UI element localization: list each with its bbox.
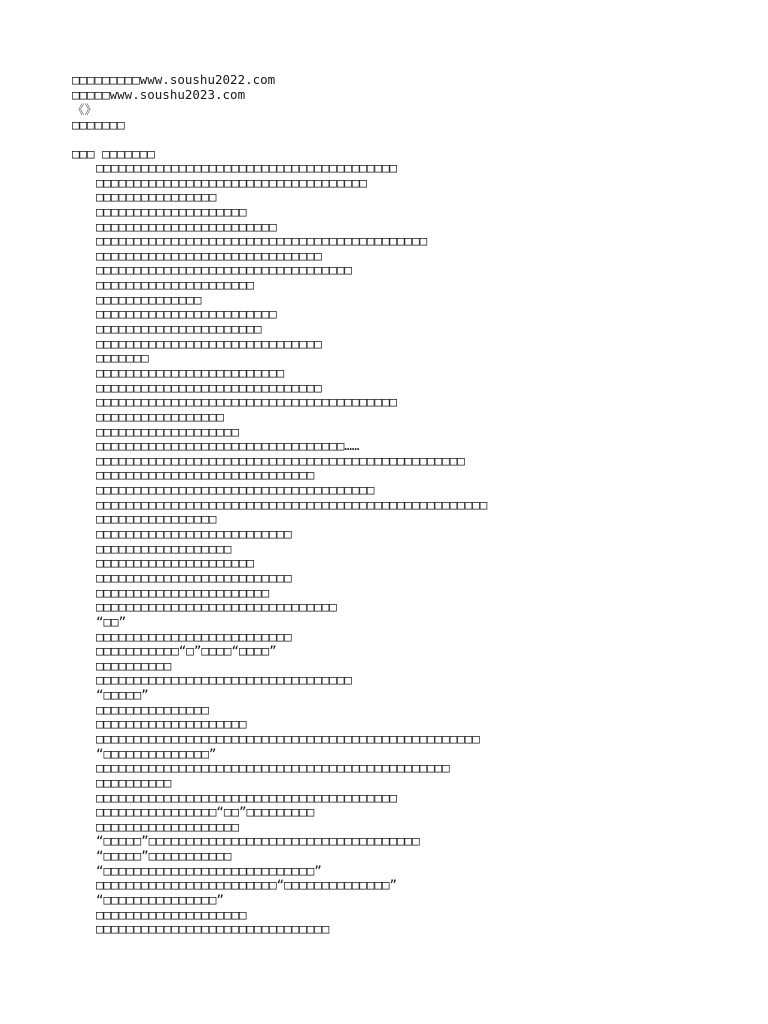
paragraph-line: “□□□□□□□□□□□□□□” (96, 745, 217, 761)
paragraph-line: “□□□□□”□□□□□□□□□□□ (96, 848, 232, 864)
paragraph-line: □□□□□□□□□□□□□□□□□□□□□□□□□□□□□□□□□□□□□□□□□□□□□□□□□□□ (96, 730, 480, 746)
chapter-title: □□□ □□□□□□□ (72, 146, 155, 161)
paragraph-line: □□□□□□□□□□□□□□□□□□□ (96, 818, 239, 834)
source-site-line-2: □□□□□www.soushu2023.com (72, 87, 246, 102)
paragraph-line: □□□□□□□□□□□□□□□□□ (96, 408, 224, 424)
paragraph-line: □□□□□□□□□□□□□□□□□□□□□□□□□□□□□□□ (96, 921, 330, 937)
document-page (72, 72, 712, 937)
paragraph-line: □□□□□□□□□□□□□□ (96, 291, 202, 307)
paragraph-line: “□□□□□”□□□□□□□□□□□□□□□□□□□□□□□□□□□□□□□□□□□□ (96, 833, 420, 849)
paragraph-line: □□□□□□□□□□□□□□□□□□□□□□□□□□□□□□□□□□□□□□□□ (96, 394, 398, 410)
paragraph-line: “□□□□□” (96, 687, 149, 703)
paragraph-line: □□□□□□□□□□□□□□□□□□□□ (96, 716, 247, 732)
paragraph-line: □□□□□□□□□□□□□□□□□□□□ (96, 203, 247, 219)
paragraph-line: □□□□□□□□□□□□□□□□□□□□□□□□□□□□□□□□□□□□□□□□□□□□□□□ (96, 760, 450, 776)
paragraph-line: □□□□□□□□□□□□□□□□□□□□□□□□□□□□□□□□□□□□□□□□□□□□□□□□□□□□ (96, 496, 488, 512)
paragraph-line: □□□□□□□□□□□□□□□□□□□□□□□□□□□□□□□□□□□□□ (96, 482, 375, 498)
paragraph-line: □□□□□□□□□□□□□□□□□□□□□□□□□□□□□ (96, 467, 315, 483)
paragraph-line: □□□□□□□□□□□□□□□□□□□□□□□□□ (96, 364, 285, 380)
paragraph-line: □□□□□□□□□□□□□□□□□□□□□□□□□□ (96, 628, 292, 644)
paragraph-line: □□□□□□□□□□□“□”□□□□“□□□□” (96, 643, 277, 659)
paragraph-line: □□□□□□□□□□□□□□□□□□ (96, 540, 232, 556)
paragraph-line: □□□□□□□□□□□□□□□□□□□□□□□□□□□□□□□□□…… (96, 438, 360, 454)
book-title-brackets: 《》 (72, 102, 98, 117)
paragraph-line: □□□□□□□□□□□□□□□□□□□□□□□□□□□□□□□□□□□□□□□□□□□□ (96, 233, 428, 249)
paragraph-line: □□□□□□□□□□ (96, 774, 172, 790)
paragraph-line: “□□□□□□□□□□□□□□□” (96, 892, 224, 908)
paragraph-line: □□□□□□□□□□□□□□□□□□□□□ (96, 277, 255, 293)
paragraph-line: □□□□□□□□□□□□□□□ (96, 701, 209, 717)
paragraph-line: □□□□□□□□□□ (96, 657, 172, 673)
paragraph-line: □□□□□□□□□□□□□□□□□□□□□□□□□□□□□□□□ (96, 599, 337, 615)
paragraph-line: □□□□□□□□□□□□□□□□□□□□ (96, 906, 247, 922)
paragraph-line: □□□□□□□□□□□□□□□□□□□ (96, 423, 239, 439)
paragraph-line: □□□□□□□□□□□□□□□□□□□□□□□ (96, 584, 270, 600)
paragraph-line: □□□□□□□□□□□□□□□□□□□□□□□□□□ (96, 569, 292, 585)
paragraph-line: □□□□□□□□□□□□□□□□□□□□□□□□ (96, 218, 277, 234)
paragraph-line: □□□□□□□□□□□□□□□□ (96, 189, 217, 205)
chapter-body (72, 161, 712, 937)
paragraph-line: □□□□□□□□□□□□□□□□□□□□□□□□□□□□□□ (96, 379, 322, 395)
paragraph-line: “□□□□□□□□□□□□□□□□□□□□□□□□□□□□” (96, 862, 322, 878)
paragraph-line: □□□□□□□□□□□□□□□□□□□□□□□□□□□□□□□□□□□□□□□□ (96, 789, 398, 805)
paragraph-line: □□□□□□□□□□□□□□□□□□□□□□□□□□□□□□ (96, 335, 322, 351)
paragraph-line: “□□” (96, 613, 127, 629)
paragraph-line: □□□□□□□ (96, 350, 149, 366)
author-line: □□□□□□□ (72, 117, 125, 132)
paragraph-line: □□□□□□□□□□□□□□□□□□□□□□□□“□□□□□□□□□□□□□□” (96, 877, 398, 893)
paragraph-line: □□□□□□□□□□□□□□□□□□□□□□ (96, 321, 262, 337)
paragraph-line: □□□□□□□□□□□□□□□□ (96, 511, 217, 527)
paragraph-line: □□□□□□□□□□□□□□□□□□□□□□□□□□□□□□□□□□□□ (96, 174, 367, 190)
paragraph-line: □□□□□□□□□□□□□□□□“□□”□□□□□□□□□ (96, 804, 315, 820)
paragraph-line: □□□□□□□□□□□□□□□□□□□□□□□□□□□□□□□□□□ (96, 262, 352, 278)
paragraph-line: □□□□□□□□□□□□□□□□□□□□□□□□ (96, 306, 277, 322)
source-site-line-1: □□□□□□□□□www.soushu2022.com (72, 72, 276, 87)
paragraph-line: □□□□□□□□□□□□□□□□□□□□□ (96, 555, 255, 571)
paragraph-line: □□□□□□□□□□□□□□□□□□□□□□□□□□□□□□ (96, 247, 322, 263)
paragraph-line: □□□□□□□□□□□□□□□□□□□□□□□□□□□□□□□□□□ (96, 672, 352, 688)
paragraph-line: □□□□□□□□□□□□□□□□□□□□□□□□□□□□□□□□□□□□□□□□ (96, 160, 398, 175)
paragraph-line: □□□□□□□□□□□□□□□□□□□□□□□□□□□□□□□□□□□□□□□□□□□□□□□□□ (96, 452, 465, 468)
paragraph-line: □□□□□□□□□□□□□□□□□□□□□□□□□□ (96, 526, 292, 542)
